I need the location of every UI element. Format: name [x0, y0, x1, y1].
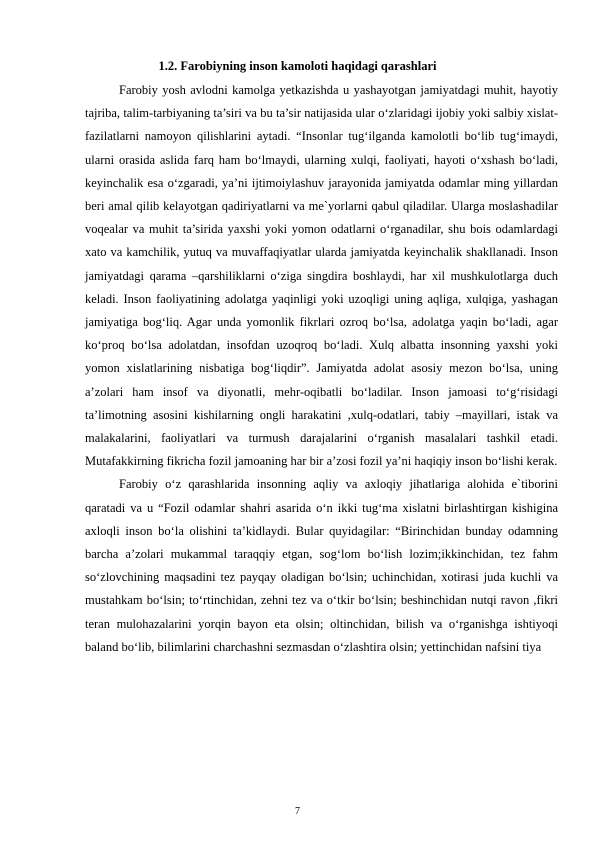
paragraph: Farobiy yosh avlodni kamolga yetkazishda u yashayotgan jamiyatdagi muhit, hayotiy tajriba, talim-tarbiyaning ta’siri va bu ta’sir natijasida ular o‘zlaridagi ijobiy yoki salbiy xislat-fazilatlarni namoyon qilishlarini aytadi. “Insonlar tug‘ilganda kamolotli bo‘lib tug‘imaydi, ularni orasida aslida farq ham bo‘lmaydi, ularning xulqi, faoliyati, hayoti o‘xshash bo‘ladi, keyinchalik esa o‘zgaradi, ya’ni ijtimoiylashuv jarayonida jamiyatda odamlar ming yillardan beri amal qilib kelayotgan qadiriyatlarni va me`yorlarni qabul qiladilar. Ularga moslashadilar voqealar va muhit ta’sirida yaxshi yoki yomon odatlarni o‘rganadilar, shu bois odamlardagi xato va kamchilik, yutuq va muvaffaqiyatlar ularda jamiyatda keyinchalik shakllanadi. Inson jamiyatdagi qarama –qarshiliklarni o‘ziga singdira boshlaydi, har xil mushkulotlarga duch keladi. Inson faoliyatining adolatga yaqinligi yoki uzoqligi uning aqliga, xulqiga, yashagan jamiyatiga bog‘liq. Agar unda yomonlik fikrlari ozroq bo‘lsa, adolatga yaqin bo‘ladi, agar ko‘proq bo‘lsa adolatdan, insofdan uzoqroq bo‘ladi. Xulq albatta insonning yaxshi yoki yomon xislatlarining nisbatiga bog‘liqdir”. Jamiyatda adolat asosiy mezon bo‘lsa, uning a’zolari ham insof va diyonatli, mehr-oqibatli bo‘ladilar. Inson jamoasi to‘g‘risidagi ta’limotning asosini kishilarning ongli harakatini ,xulq-odatlari, tabiy –mayillari, istak va malakalarini, faoliyatlari va turmush darajalarini o‘rganish masalalari tashkil etadi. Mutafakkirning fikricha fozil jamoaning har bir a’zosi fozil ya’ni haqiqiy inson bo‘lishi kerak. [85, 83, 558, 469]
page-number: 7 [295, 806, 300, 817]
section-heading: 1.2. Farobiyning inson kamoloti haqidagi qarashlari [158, 59, 437, 73]
body-text [85, 79, 558, 659]
paragraph: Farobiy o‘z qarashlarida insonning aqliy va axloqiy jihatlariga alohida e`tiborini qaratadi va u “Fozil odamlar shahri asarida o‘n ikki tug‘ma xislatni birlashtirgan kishigina axloqli inson bo‘la olishini ta’kidlaydi. Bular quyidagilar: “Birinchidan bunday odamning barcha a’zolari mukammal taraqqiy etgan, sog‘lom bo‘lish lozim;ikkinchidan, tez fahm so‘zlovchining maqsadini tez payqay oladigan bo‘lsin; uchinchidan, xotirasi juda kuchli va mustahkam bo‘lsin; to‘rtinchidan, zehni tez va o‘tkir bo‘lsin; beshinchidan nutqi ravon ,fikri teran mulohazalarini yorqin bayon eta olsin; oltinchidan, bilish va o‘rganishga ishtiyoqi baland bo‘lib, bilimlarini charchashni sezmasdan o‘zlashtira olsin; yettinchidan nafsini tiya [85, 477, 558, 654]
